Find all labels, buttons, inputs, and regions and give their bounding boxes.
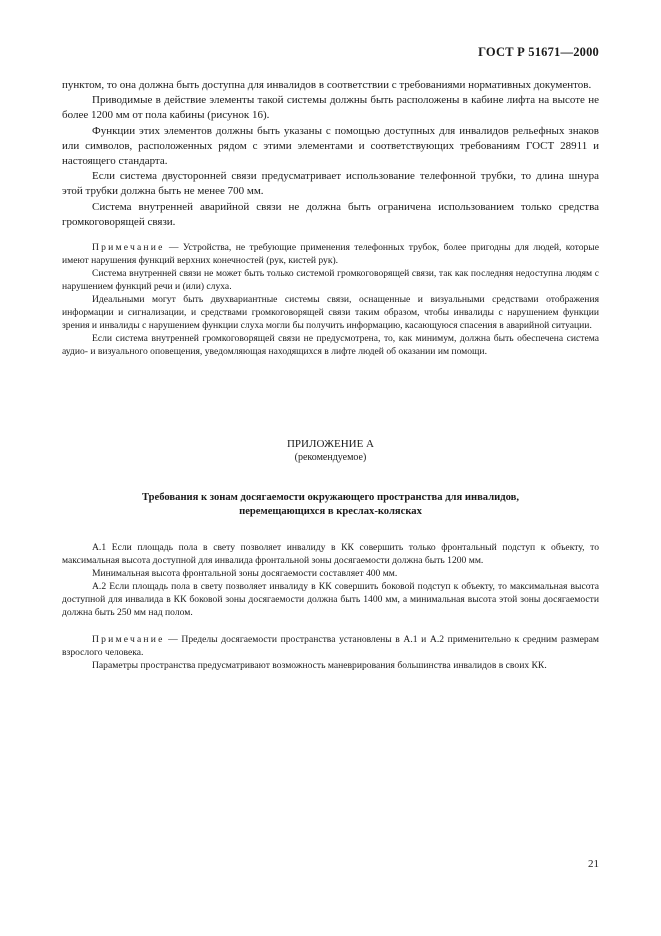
note-paragraph: Параметры пространства предусматривают возможность маневрирования большинства инвалидов в своих КК.	[92, 660, 547, 671]
paragraph: Если система двусторонней связи предусматривает использование телефонной трубки, то длина шнура этой трубки должна быть не менее 700 мм.	[62, 170, 599, 198]
note-paragraph: Идеальными могут быть двухвариантные системы связи, оснащенные и визуальными средствами отображения информации и сигнализации, и средствами громкоговорящей связи таким образом, чтобы инвалиды с нарушением функции зрения и инвалиды с нарушением функции слуха могли бы получить информацию, касающуюся спасения в аварийной ситуации.	[62, 294, 599, 331]
note-label: Примечание	[92, 242, 165, 253]
note-paragraph	[62, 241, 599, 267]
document-code: ГОСТ Р 51671—2000	[478, 45, 599, 59]
note-paragraph: Система внутренней связи не может быть только системой громкоговорящей связи, так как последняя недоступна людям с нарушением функций речи и (или) слуха.	[62, 268, 599, 292]
appendix-heading	[62, 491, 599, 519]
paragraph: А.1 Если площадь пола в свету позволяет инвалиду в КК совершить только фронтальный подступ к объекту, то максимальная высота доступной для инвалида фронтальной зоны досягаемости должна быть 1200 мм.	[62, 542, 599, 566]
note-paragraph	[62, 633, 599, 659]
paragraph: Функции этих элементов должны быть указаны с помощью доступных для инвалидов рельефных знаков или символов, расположенных рядом с этими элементами и соответствующих требованиям ГОСТ 28911 и настоящего стандарта.	[62, 124, 599, 168]
note-label: Примечание	[92, 634, 165, 645]
note-text: — Пределы досягаемости пространства установлены в А.1 и А.2 применительно к средним размерам взрослого человека.	[62, 634, 599, 658]
paragraph: А.2 Если площадь пола в свету позволяет инвалиду в КК совершить боковой подступ к объекту, то максимальная высота доступной для инвалида в КК боковой зоны досягаемости должна быть 1400 мм, а минимальная высота этой зоны досягаемости должна быть 250 мм над полом.	[62, 581, 599, 618]
heading-line: Требования к зонам досягаемости окружающего пространства для инвалидов,	[141, 492, 519, 503]
heading-line: перемещающихся в креслах-колясках	[239, 506, 422, 517]
note-block-1	[62, 241, 599, 358]
note-block-2	[62, 633, 599, 672]
appendix-header	[62, 437, 599, 464]
paragraph: Система внутренней аварийной связи не должна быть ограничена использованием только средства громкоговорящей связи.	[62, 200, 599, 228]
note-paragraph: Если система внутренней громкоговорящей связи не предусмотрена, то, как минимум, должна быть обеспечена система аудио- и визуального оповещения, уведомляющая находящихся в лифте людей об оказании им помощи.	[62, 333, 599, 357]
paragraph: Минимальная высота фронтальной зоны досягаемости составляет 400 мм.	[92, 568, 398, 579]
note-text: — Устройства, не требующие применения телефонных трубок, более пригодны для людей, которые имеют нарушения функций верхних конечностей (рук, кистей рук).	[62, 242, 599, 266]
elevator-communication-section	[62, 78, 599, 230]
paragraph: Приводимые в действие элементы такой системы должны быть расположены в кабине лифта на высоте не более 1200 мм от пола кабины (рисунок 16).	[62, 94, 599, 122]
paragraph: пунктом, то она должна быть доступна для инвалидов в соответствии с требованиями нормативных документов.	[62, 79, 592, 91]
appendix-title: ПРИЛОЖЕНИЕ А	[286, 438, 374, 450]
page-number: 21	[588, 858, 599, 870]
reach-zones-section	[62, 541, 599, 619]
appendix-subtitle: (рекомендуемое)	[294, 452, 367, 463]
